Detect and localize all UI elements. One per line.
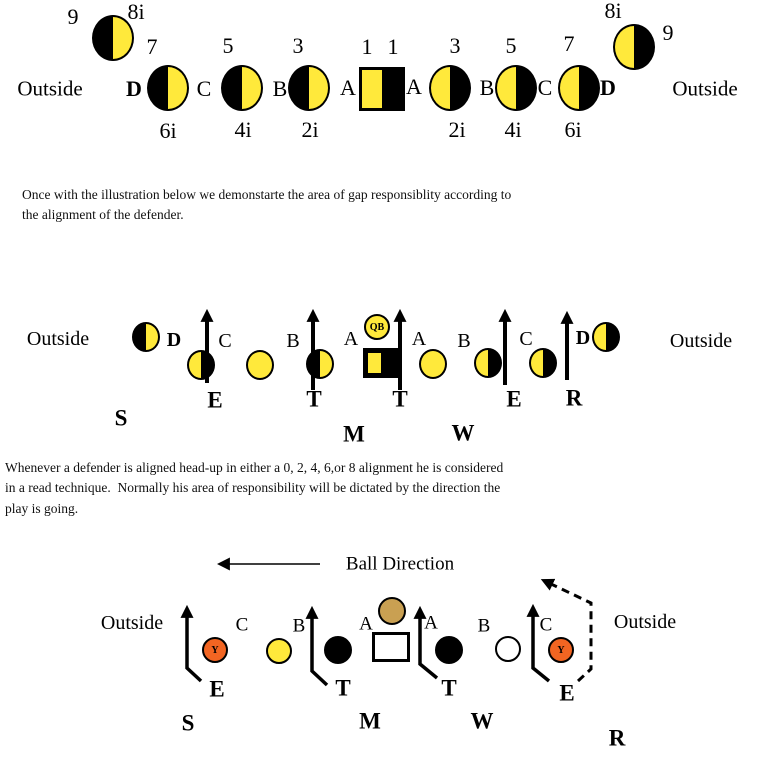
technique-number: 8i <box>127 0 145 24</box>
gap-letter: B <box>457 330 471 352</box>
gap-letter: B <box>477 615 491 637</box>
y-receiver-marker <box>202 637 228 663</box>
defender-alignment-marker <box>613 24 655 70</box>
gap-letter: B <box>272 76 288 101</box>
position-label-tackle: T <box>306 386 322 412</box>
technique-number: 4i <box>504 117 522 142</box>
outside-label: Outside <box>669 330 733 352</box>
gap-letter: D <box>166 329 182 351</box>
technique-number: 1 <box>361 34 373 59</box>
gap-letter: C <box>537 75 553 100</box>
position-label-tackle: T <box>335 675 351 701</box>
technique-number: 9 <box>67 4 79 29</box>
gap-letter: C <box>539 614 553 636</box>
center-marker <box>372 632 410 662</box>
position-label-tackle: T <box>441 675 457 701</box>
position-label-end: E <box>559 680 575 706</box>
paragraph-line: in a read technique. Normally his area of responsibility will be dictated by the direction the <box>5 480 501 496</box>
position-label-tackle: T <box>392 386 408 412</box>
technique-number: 7 <box>146 34 158 59</box>
gap-letter: B <box>292 615 306 637</box>
defender-alignment-marker <box>429 65 471 111</box>
technique-number: 5 <box>222 33 234 58</box>
y-label: Y <box>211 644 219 656</box>
technique-number: 3 <box>292 33 304 58</box>
covered-lineman-marker <box>187 350 215 380</box>
y-receiver-marker <box>548 637 574 663</box>
ball-direction-label: Ball Direction <box>345 553 455 575</box>
position-label-rover: R <box>565 385 583 411</box>
paragraph <box>22 185 511 226</box>
outside-label: Outside <box>613 611 677 633</box>
gap-letter: D <box>600 75 616 100</box>
defender-alignment-marker <box>558 65 600 111</box>
covered-lineman-marker <box>474 348 502 378</box>
covered-lineman-marker <box>306 349 334 379</box>
position-label-will: W <box>470 708 494 734</box>
technique-number: 3 <box>449 33 461 58</box>
gap-letter: A <box>411 328 427 350</box>
technique-number: 9 <box>662 20 674 45</box>
center-marker <box>363 348 398 378</box>
gap-letter: C <box>519 328 533 350</box>
lineman-marker <box>419 349 447 379</box>
outside-label: Outside <box>17 76 83 101</box>
gap-letter: B <box>479 75 495 100</box>
qb-label: QB <box>369 321 385 333</box>
gap-letter: A <box>424 612 438 634</box>
outside-label: Outside <box>672 76 738 101</box>
paragraph-line: the alignment of the defender. <box>22 207 184 223</box>
defender-alignment-marker <box>147 65 189 111</box>
position-label-mike: M <box>343 421 365 447</box>
position-label-mike: M <box>359 708 381 734</box>
technique-number: 6i <box>564 117 582 142</box>
center-marker <box>359 67 405 111</box>
defender-marker <box>592 322 620 352</box>
technique-number: 4i <box>234 117 252 142</box>
position-label-will: W <box>451 420 475 446</box>
covered-lineman-marker <box>529 348 557 378</box>
gap-letter: C <box>196 76 212 101</box>
outside-label: Outside <box>26 328 90 350</box>
y-label: Y <box>557 644 565 656</box>
position-label-rover: R <box>608 725 626 751</box>
position-label-end: E <box>209 676 225 702</box>
technique-number: 5 <box>505 33 517 58</box>
paragraph <box>5 458 503 519</box>
defender-marker <box>132 322 160 352</box>
gap-letter: A <box>340 75 356 100</box>
position-label-strong-safety: S <box>181 710 195 736</box>
gap-letter: A <box>343 328 359 350</box>
technique-number: 2i <box>448 117 466 142</box>
lineman-marker <box>495 636 521 662</box>
defender-alignment-marker <box>221 65 263 111</box>
position-label-strong-safety: S <box>114 405 128 431</box>
technique-number: 7 <box>563 31 575 56</box>
center-marker-shade <box>368 353 381 373</box>
position-label-end: E <box>506 386 522 412</box>
gap-letter: A <box>406 74 422 99</box>
contain-arrow-dashed <box>549 583 591 681</box>
lineman-marker <box>246 350 274 380</box>
qb-marker <box>364 314 390 340</box>
outside-label: Outside <box>100 612 164 634</box>
technique-number: 1 <box>387 34 399 59</box>
paragraph-line: Once with the illustration below we demonstarte the area of gap responsiblity according to <box>22 187 512 202</box>
defender-alignment-marker <box>288 65 330 111</box>
gap-letter: B <box>286 330 300 352</box>
technique-number: 8i <box>604 0 622 23</box>
qb-marker <box>378 597 406 625</box>
gap-letter: C <box>218 330 232 352</box>
gap-letter: C <box>235 614 249 636</box>
lineman-marker <box>266 638 292 664</box>
defender-alignment-marker <box>495 65 537 111</box>
covered-lineman-marker <box>324 636 352 664</box>
bent-gap-arrow <box>187 614 201 681</box>
gap-letter: D <box>575 327 591 349</box>
covered-lineman-marker <box>435 636 463 664</box>
technique-number: 2i <box>301 117 319 142</box>
gap-letter: D <box>126 76 142 101</box>
gap-letter: A <box>359 613 373 635</box>
position-label-end: E <box>207 387 223 413</box>
paragraph-line: Whenever a defender is aligned head-up in either a 0, 2, 4, 6,or 8 alignment he is considered <box>5 460 504 475</box>
paragraph-line: play is going. <box>5 500 79 516</box>
technique-number: 6i <box>159 118 177 143</box>
